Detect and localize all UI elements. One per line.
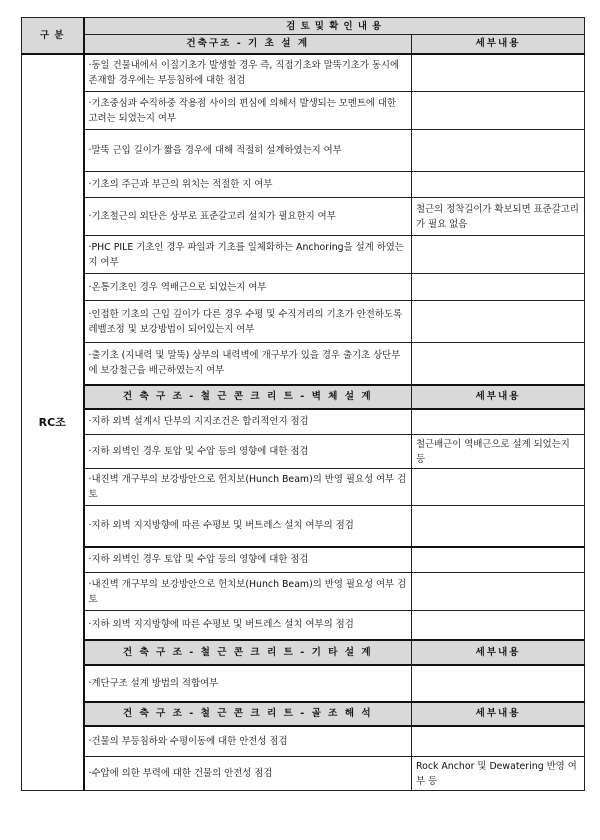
- detail-cell: [412, 409, 585, 435]
- check-item: ·출기초 (지내력 및 말뚝) 상부의 내력벽에 개구부가 있을 경우 출기초 상단부에 보강철근을 배근하였는지 여부: [84, 343, 412, 385]
- detail-cell: [412, 506, 585, 547]
- check-item: ·기초철근의 외단은 상부로 표준갈고리 설치가 필요한지 여부: [84, 198, 412, 236]
- detail-header: 세부내용: [412, 640, 585, 665]
- detail-cell: [412, 92, 585, 130]
- check-item: ·지하 외벽인 경우 토압 및 수압 등의 영향에 대한 점검: [84, 435, 412, 469]
- detail-cell: [412, 573, 585, 611]
- detail-cell: [412, 547, 585, 573]
- check-item: ·건물의 부등침하와 수평이동에 대한 안전성 점검: [84, 726, 412, 757]
- section-title: 건 축 구 조 - 철 근 콘 크 리 트 - 벽 체 설 계: [84, 385, 412, 409]
- check-item: ·말뚝 근입 길이가 짧을 경우에 대해 적절히 설계하였는지 여부: [84, 130, 412, 172]
- check-item: ·온통기초인 경우 역배근으로 되었는지 여부: [84, 274, 412, 301]
- check-item: ·지하 외벽인 경우 토압 및 수압 등의 영향에 대한 점검: [84, 547, 412, 573]
- category-name: RC조: [22, 54, 84, 791]
- detail-cell: [412, 236, 585, 274]
- check-item: ·내진벽 개구부의 보강방안으로 헌치보(Hunch Beam)의 반영 필요성 여부 검토: [84, 469, 412, 506]
- section-title: 건 축 구 조 - 철 근 콘 크 리 트 - 기 타 설 계: [84, 640, 412, 665]
- check-item: ·계단구조 설계 방법의 적합여부: [84, 665, 412, 702]
- review-checklist-table: [21, 17, 585, 791]
- section-title: 건 축 구 조 - 철 근 콘 크 리 트 - 골 조 해 석: [84, 702, 412, 726]
- detail-cell: [412, 54, 585, 92]
- check-item: ·기초의 주근과 부근의 위치는 적절한 지 여부: [84, 172, 412, 198]
- check-item: ·PHC PILE 기초인 경우 파일과 기초를 일체화하는 Anchoring을 설계 하였는지 여부: [84, 236, 412, 274]
- check-item: ·인접한 기초의 근입 깊이가 다른 경우 수평 및 수직거리의 기초가 안전하도록 레벨조정 및 보강방법이 되어있는지 여부: [84, 301, 412, 343]
- detail-cell: [412, 343, 585, 385]
- detail-cell: [412, 274, 585, 301]
- category-header: 구 분: [22, 18, 84, 54]
- detail-cell: Rock Anchor 및 Dewatering 반영 여부 등: [412, 757, 585, 791]
- check-item: ·동일 건물내에서 이질기초가 발생할 경우 즉, 직접기초와 말뚝기초가 동시에 존재할 경우에는 부등침하에 대한 점검: [84, 54, 412, 92]
- detail-header: 세부내용: [412, 35, 585, 54]
- review-header: 검 토 및 확 인 내 용: [84, 18, 585, 35]
- check-item: ·기초중심과 수직하중 작용점 사이의 편심에 의해서 발생되는 모멘트에 대한 고려는 되었는지 여부: [84, 92, 412, 130]
- detail-cell: [412, 665, 585, 702]
- check-item: ·지하 외벽 설계시 단부의 지지조건은 합리적인지 점검: [84, 409, 412, 435]
- section-title: 건축구조 - 기 초 설 계: [84, 35, 412, 54]
- check-item: ·지하 외벽 지지방향에 따른 수평보 및 버트레스 설치 여부의 점검: [84, 611, 412, 640]
- detail-cell: 철근의 정착길이가 확보되면 표준갈고리가 필요 없음: [412, 198, 585, 236]
- detail-cell: [412, 130, 585, 172]
- check-item: ·지하 외벽 지지방향에 따른 수평보 및 버트레스 설치 여부의 점검: [84, 506, 412, 547]
- check-item: ·내진벽 개구부의 보강방안으로 헌치보(Hunch Beam)의 반영 필요성 여부 검토: [84, 573, 412, 611]
- detail-cell: [412, 611, 585, 640]
- check-item: ·수압에 의한 부력에 대한 건물의 안전성 점검: [84, 757, 412, 791]
- detail-header: 세부내용: [412, 702, 585, 726]
- detail-cell: [412, 726, 585, 757]
- detail-header: 세부내용: [412, 385, 585, 409]
- detail-cell: [412, 301, 585, 343]
- detail-cell: 철근배근이 역배근으로 설계 되었는지 등: [412, 435, 585, 469]
- detail-cell: [412, 469, 585, 506]
- detail-cell: [412, 172, 585, 198]
